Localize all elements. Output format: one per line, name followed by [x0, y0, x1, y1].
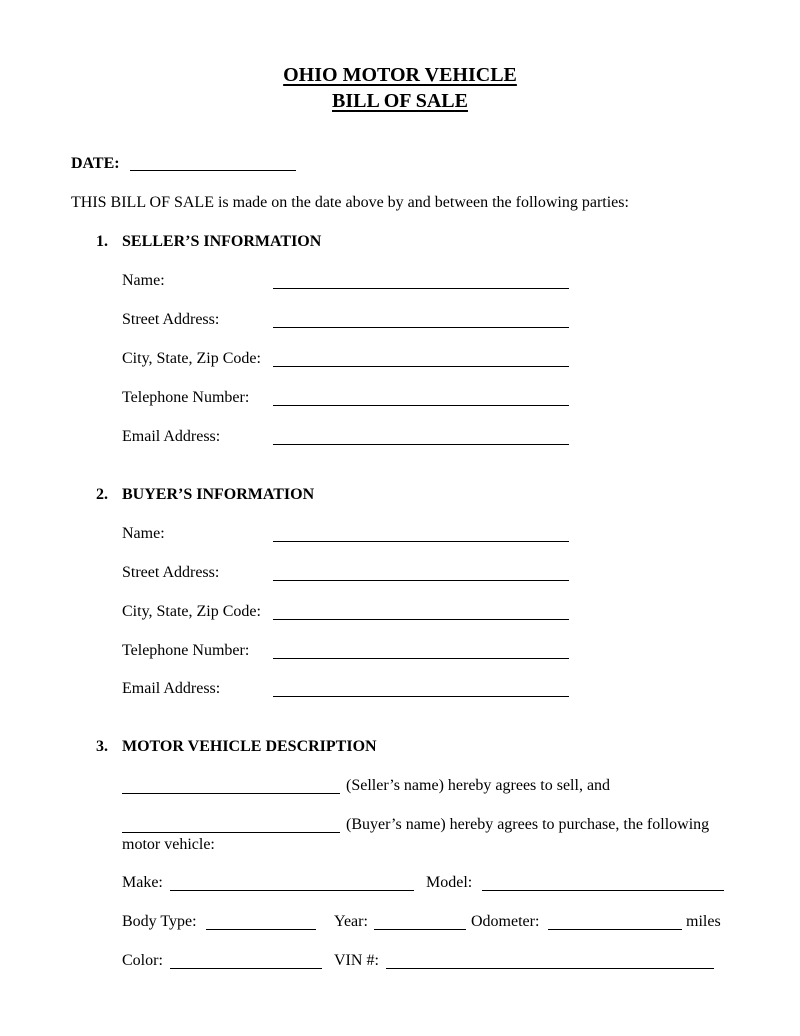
- seller-section-number: 1.: [96, 233, 108, 250]
- buyer-section-heading: BUYER’S INFORMATION: [122, 486, 315, 503]
- body-type-label: Body Type:: [122, 913, 197, 930]
- model-label: Model:: [426, 874, 473, 891]
- seller-city-label: City, State, Zip Code:: [122, 350, 261, 367]
- seller-street-label: Street Address:: [122, 311, 220, 328]
- color-field[interactable]: [170, 968, 322, 969]
- seller-name-field[interactable]: [273, 288, 569, 289]
- seller-email-label: Email Address:: [122, 428, 221, 445]
- seller-clause: (Seller’s name) hereby agrees to sell, and: [346, 777, 611, 794]
- buyer-street-label: Street Address:: [122, 564, 220, 581]
- odometer-field[interactable]: [548, 929, 682, 930]
- seller-phone-field[interactable]: [273, 405, 569, 406]
- buyer-name-blank[interactable]: [122, 832, 340, 833]
- vehicle-section-number: 3.: [96, 738, 108, 755]
- year-field[interactable]: [374, 929, 466, 930]
- document-title-line2: BILL OF SALE: [332, 90, 468, 112]
- buyer-clause-continued: motor vehicle:: [122, 836, 215, 853]
- buyer-city-label: City, State, Zip Code:: [122, 603, 261, 620]
- buyer-clause: (Buyer’s name) hereby agrees to purchase, the following: [346, 816, 710, 833]
- make-label: Make:: [122, 874, 163, 891]
- buyer-name-label: Name:: [122, 525, 165, 542]
- buyer-phone-field[interactable]: [273, 658, 569, 659]
- date-label: DATE:: [71, 155, 120, 172]
- model-field[interactable]: [482, 890, 724, 891]
- make-field[interactable]: [170, 890, 414, 891]
- vehicle-section-heading: MOTOR VEHICLE DESCRIPTION: [122, 738, 377, 755]
- body-type-field[interactable]: [206, 929, 316, 930]
- buyer-section-number: 2.: [96, 486, 108, 503]
- buyer-city-field[interactable]: [273, 619, 569, 620]
- year-label: Year:: [334, 913, 368, 930]
- miles-label: miles: [686, 913, 721, 930]
- intro-text: THIS BILL OF SALE is made on the date above by and between the following parties:: [71, 194, 629, 211]
- buyer-street-field[interactable]: [273, 580, 569, 581]
- color-label: Color:: [122, 952, 163, 969]
- seller-name-blank[interactable]: [122, 793, 340, 794]
- vin-field[interactable]: [386, 968, 714, 969]
- buyer-name-field[interactable]: [273, 541, 569, 542]
- seller-section-heading: SELLER’S INFORMATION: [122, 233, 322, 250]
- document-title-line1: OHIO MOTOR VEHICLE: [283, 64, 517, 86]
- seller-name-label: Name:: [122, 272, 165, 289]
- seller-street-field[interactable]: [273, 327, 569, 328]
- vin-label: VIN #:: [334, 952, 379, 969]
- buyer-email-field[interactable]: [273, 696, 569, 697]
- date-field[interactable]: [130, 170, 296, 171]
- seller-phone-label: Telephone Number:: [122, 389, 250, 406]
- buyer-email-label: Email Address:: [122, 680, 221, 697]
- seller-email-field[interactable]: [273, 444, 569, 445]
- odometer-label: Odometer:: [471, 913, 540, 930]
- buyer-phone-label: Telephone Number:: [122, 642, 250, 659]
- seller-city-field[interactable]: [273, 366, 569, 367]
